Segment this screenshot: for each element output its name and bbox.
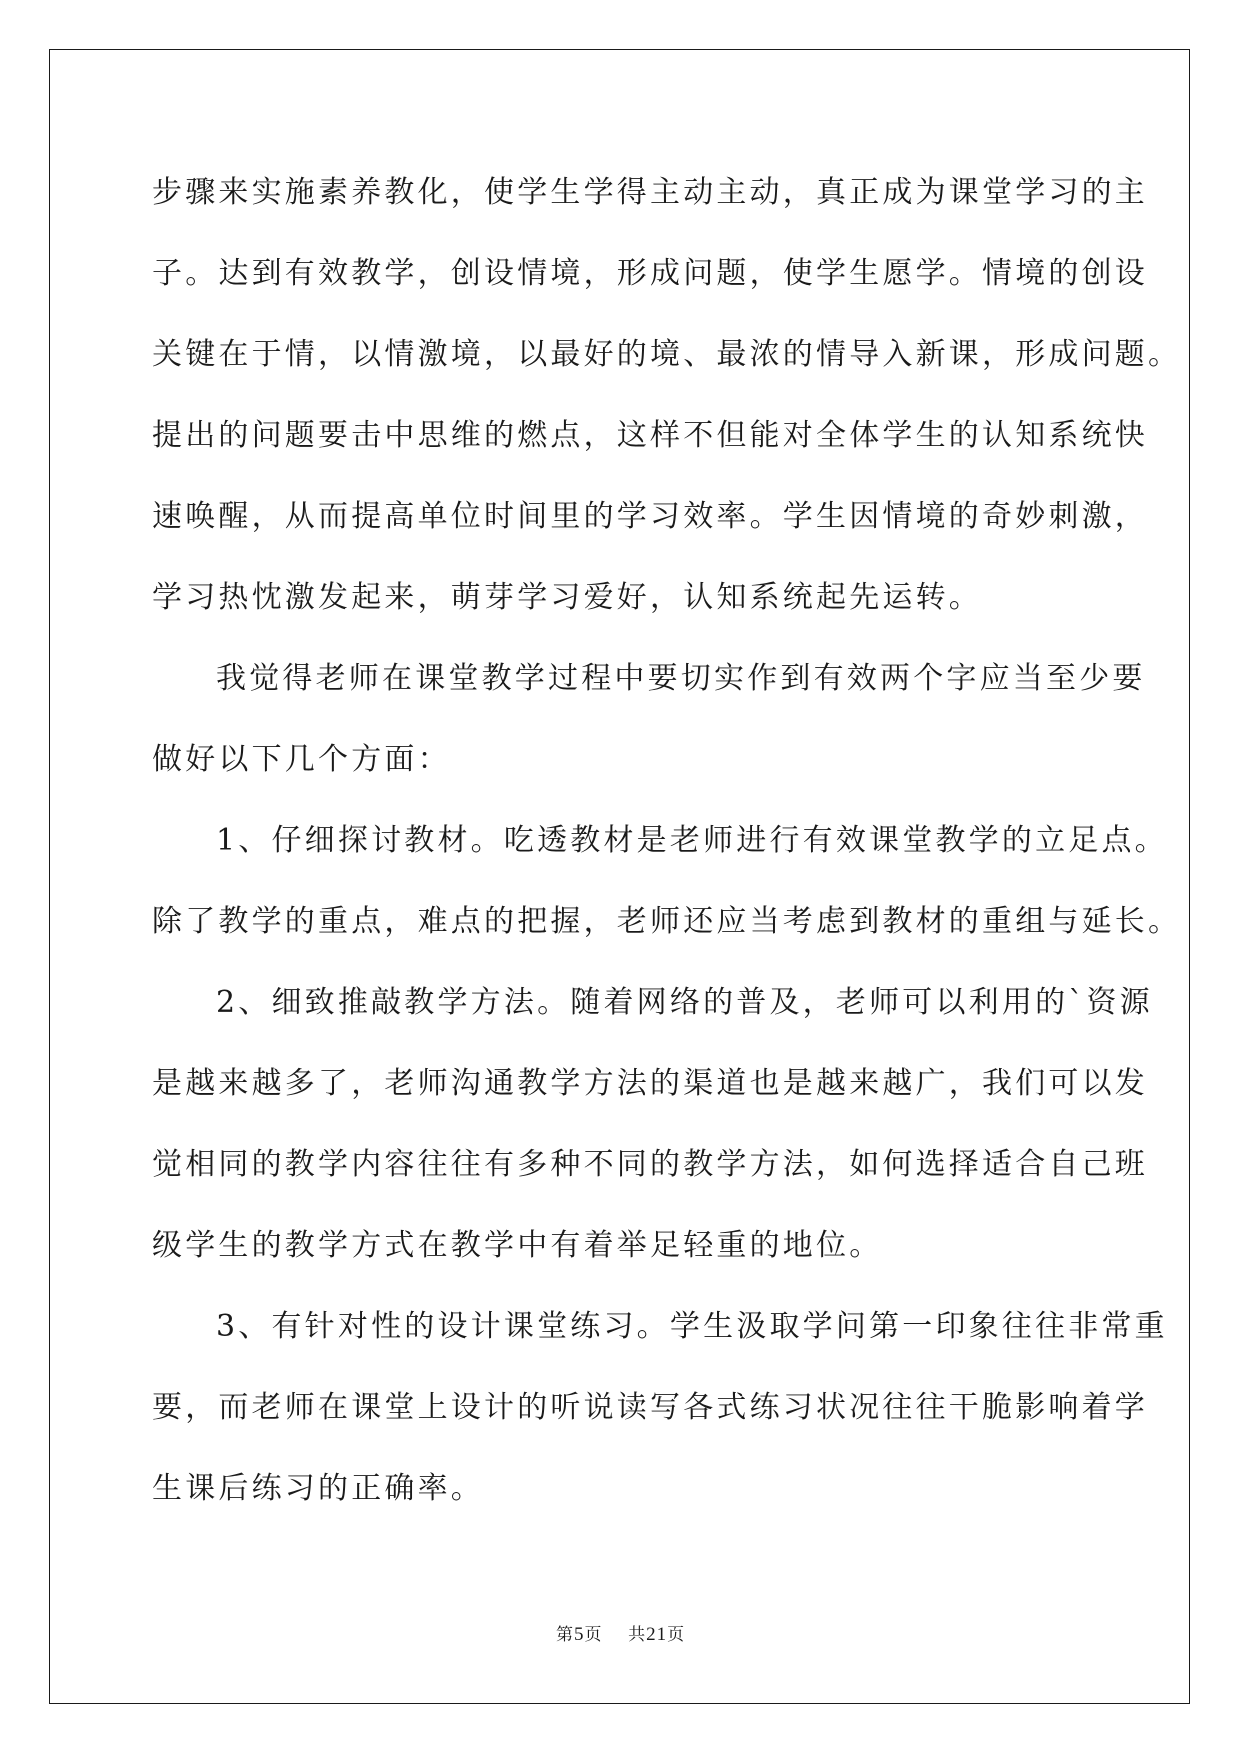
text-line: 要，而老师在课堂上设计的听说读写各式练习状况往往干脆影响着学 xyxy=(152,1390,1148,1425)
text-line: 3、有针对性的设计课堂练习。学生汲取学问第一印象往往非常重 xyxy=(216,1309,1168,1344)
text-line: 是越来越多了，老师沟通教学方法的渠道也是越来越广，我们可以发 xyxy=(152,1066,1148,1101)
text-line: 提出的问题要击中思维的燃点，这样不但能对全体学生的认知系统快 xyxy=(152,418,1148,453)
page-prefix: 第 xyxy=(555,1625,574,1645)
text-line: 除了教学的重点，难点的把握，老师还应当考虑到教材的重组与延长。 xyxy=(152,904,1182,939)
text-line: 觉相同的教学内容往往有多种不同的教学方法，如何选择适合自己班 xyxy=(152,1147,1148,1182)
text-line: 速唤醒，从而提高单位时间里的学习效率。学生因情境的奇妙刺激， xyxy=(152,499,1148,534)
text-line: 生课后练习的正确率。 xyxy=(152,1471,484,1506)
current-page-number: 5 xyxy=(573,1624,585,1645)
text-line: 我觉得老师在课堂教学过程中要切实作到有效两个字应当至少要 xyxy=(216,661,1146,696)
paragraph-5 xyxy=(152,1286,1168,1529)
text-line: 2、细致推敲教学方法。随着网络的普及，老师可以利用的`资源 xyxy=(216,985,1153,1020)
text-line: 1、仔细探讨教材。吃透教材是老师进行有效课堂教学的立足点。 xyxy=(216,823,1168,858)
total-suffix: 页 xyxy=(667,1625,686,1645)
document-body xyxy=(152,152,1182,1529)
text-line: 做好以下几个方面： xyxy=(152,742,451,777)
text-line: 子。达到有效教学，创设情境，形成问题，使学生愿学。情境的创设 xyxy=(152,256,1148,291)
paragraph-4 xyxy=(152,962,1153,1286)
paragraph-1 xyxy=(152,152,1182,638)
text-line: 级学生的教学方式在教学中有着举足轻重的地位。 xyxy=(152,1228,883,1263)
page-suffix: 页 xyxy=(584,1625,603,1645)
text-line: 学习热忱激发起来，萌芽学习爱好，认知系统起先运转。 xyxy=(152,580,982,615)
total-page-count: 21 xyxy=(646,1624,668,1645)
paragraph-2 xyxy=(152,638,1146,800)
text-line: 步骤来实施素养教化，使学生学得主动主动，真正成为课堂学习的主 xyxy=(152,175,1148,210)
text-line: 关键在于情，以情激境，以最好的境、最浓的情导入新课，形成问题。 xyxy=(152,337,1182,372)
page-footer xyxy=(0,1620,1241,1646)
total-prefix: 共 xyxy=(628,1625,647,1645)
paragraph-3 xyxy=(152,800,1182,962)
